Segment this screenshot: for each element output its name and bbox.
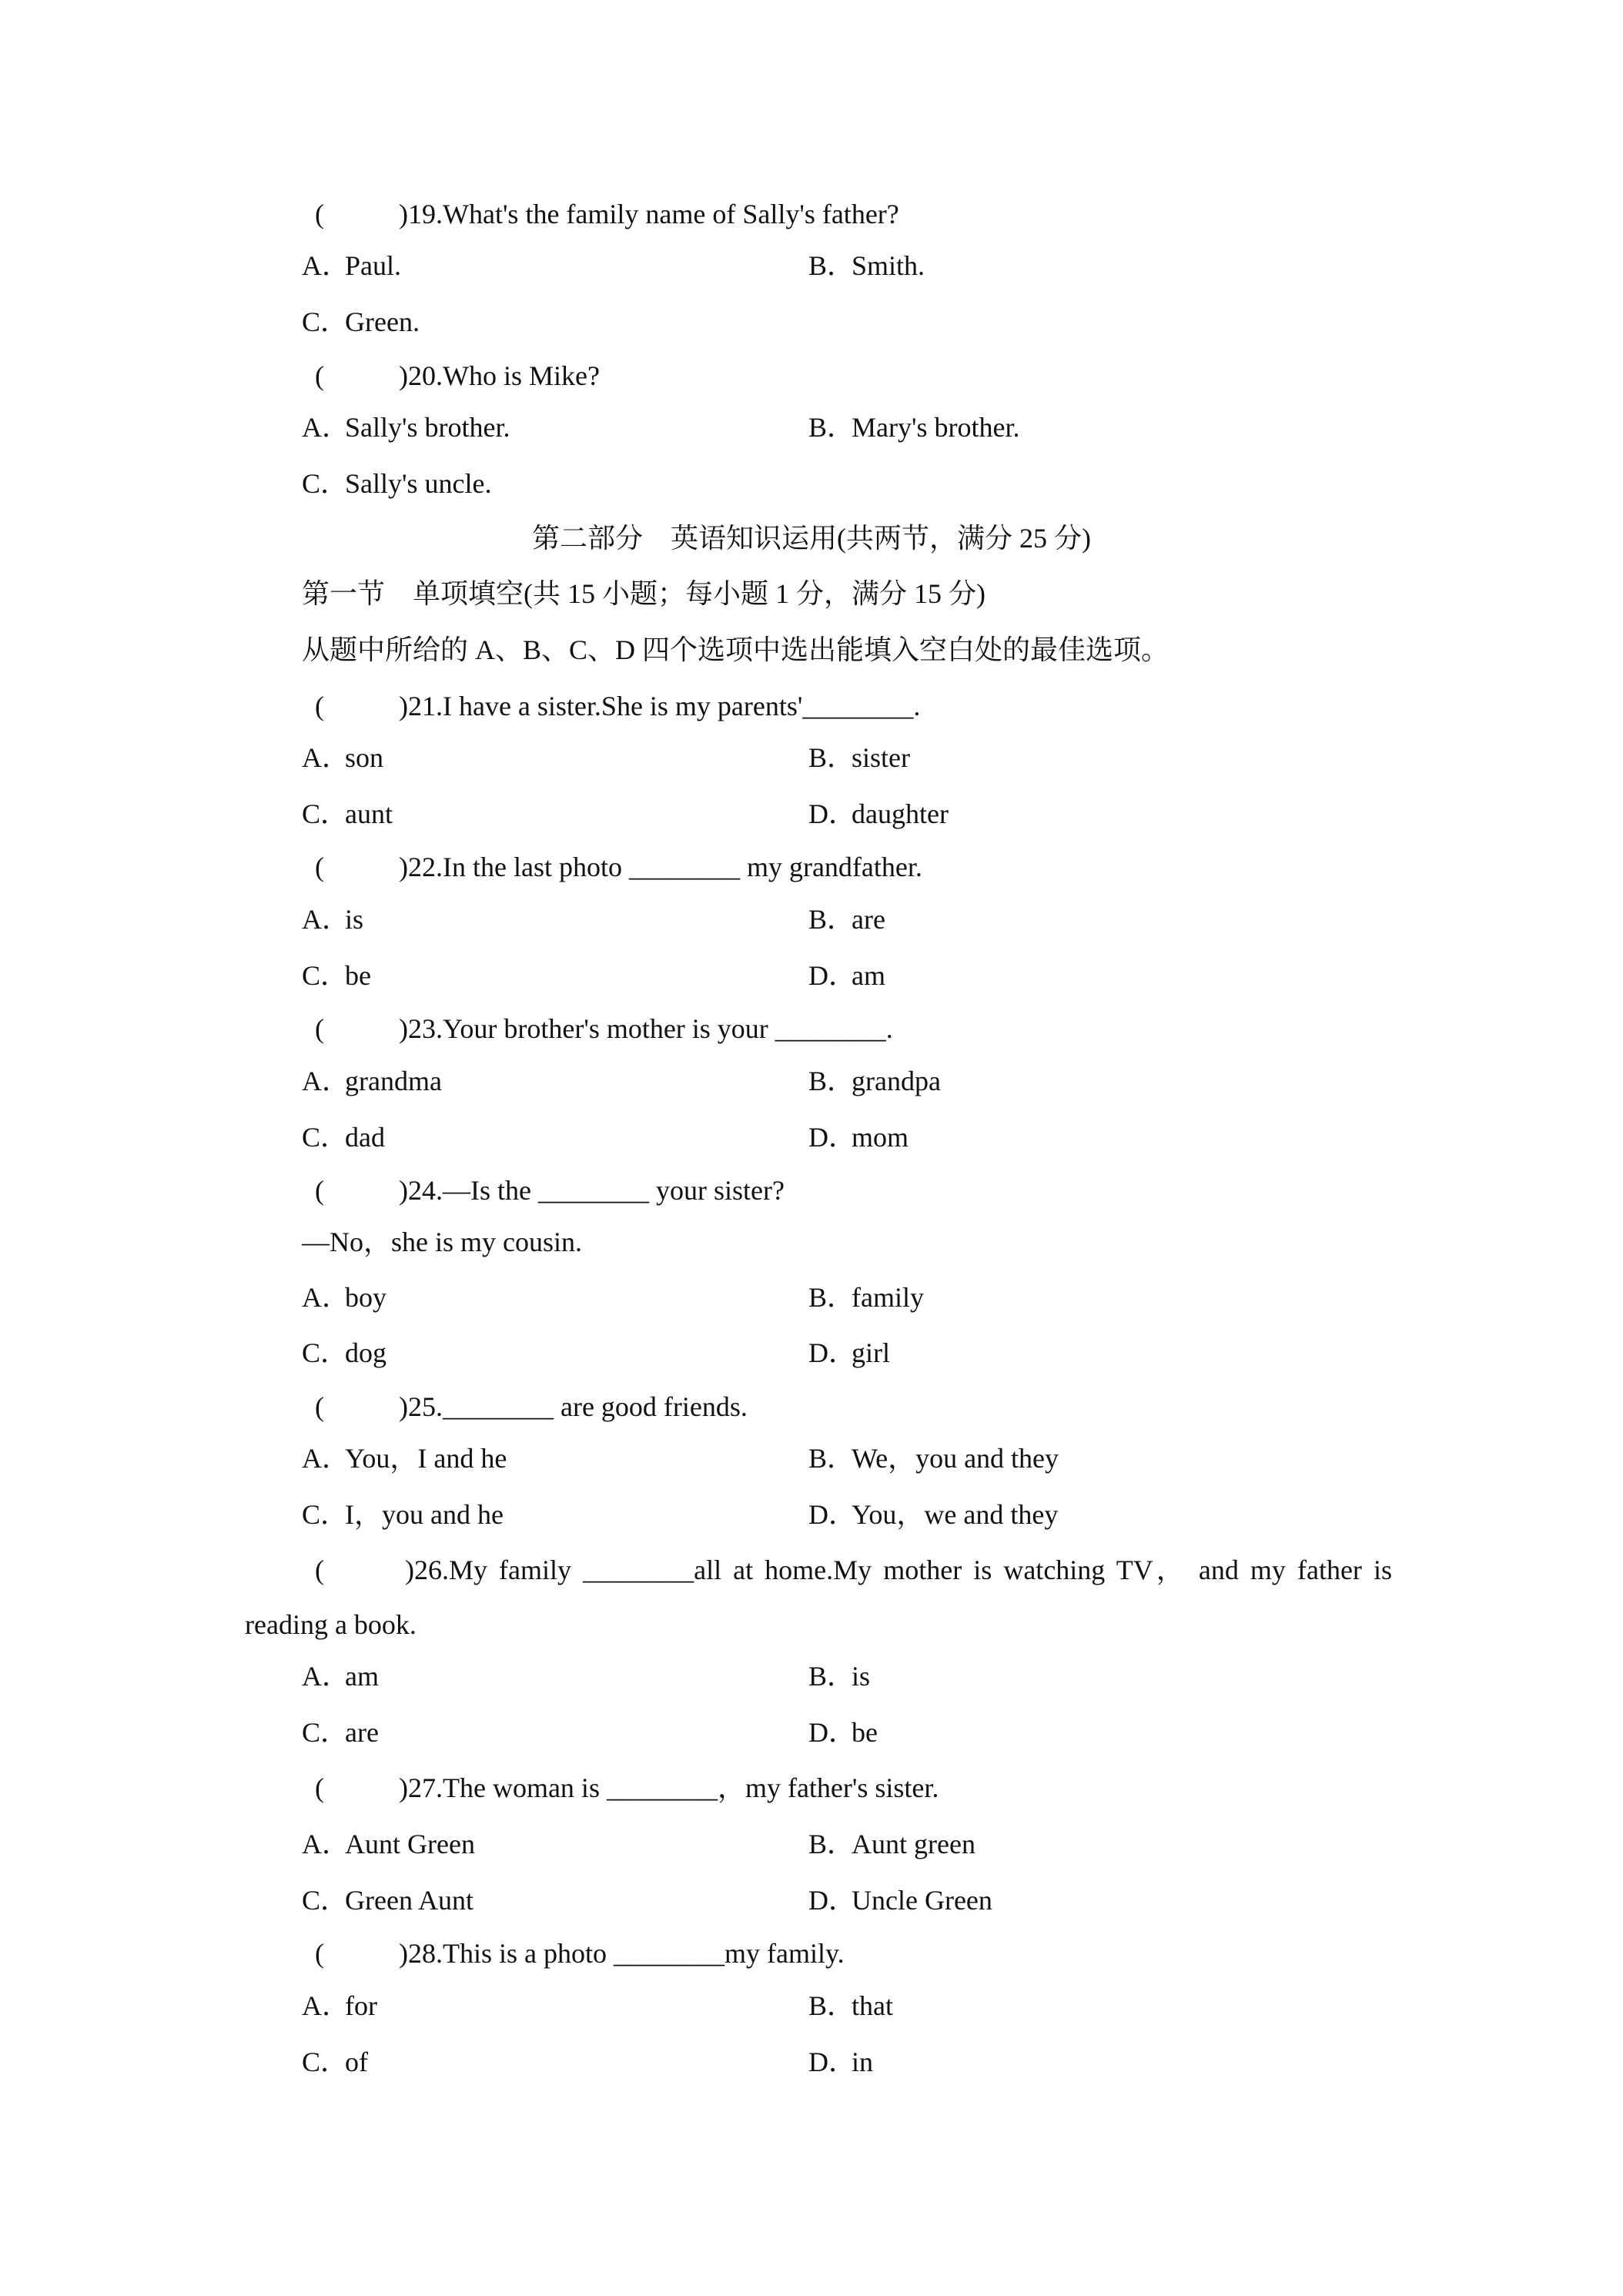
option-text: We，you and they [852,1443,1059,1474]
q23-option-a [302,1064,442,1098]
q20-option-b [808,410,1019,444]
option-text: Sally's uncle. [345,468,492,499]
option-letter: B． [808,1990,855,2021]
q26-option-c [302,1715,379,1749]
option-letter: B． [808,1066,855,1096]
q23-text: )23.Your brother's mother is your ________. [399,1013,893,1044]
q25-option-a [302,1441,507,1475]
option-text: sister [852,742,910,773]
option-letter: B． [808,412,855,443]
option-text: dog [345,1337,387,1368]
option-letter: B． [808,742,855,773]
q28-option-a [302,1989,377,2023]
q26-option-b [808,1659,870,1693]
option-text: Uncle Green [852,1885,992,1916]
option-letter: A． [302,1829,350,1859]
q24-option-b [808,1280,924,1314]
option-text: that [852,1990,893,2021]
q28-option-d [808,2045,873,2079]
q21-option-c [302,797,393,831]
option-text: Aunt Green [345,1829,475,1859]
q21-text: )21.I have a sister.She is my parents'________. [399,691,921,721]
q23-option-b [808,1064,941,1098]
option-letter: C． [302,798,349,829]
option-text: am [852,960,885,991]
q22-option-d [808,959,885,992]
option-letter: A． [302,412,350,443]
option-text: mom [852,1122,909,1153]
option-text: girl [852,1337,890,1368]
option-letter: C． [302,468,349,499]
q22-text: )22.In the last photo ________ my grandfather. [399,852,922,882]
option-letter: A． [302,1661,350,1692]
q19-option-c [302,305,420,339]
option-letter: B． [808,1829,855,1859]
q24-paren: ( [315,1175,324,1206]
option-letter: D． [808,960,856,991]
option-text: Sally's brother. [345,412,510,443]
q23-paren: ( [315,1013,324,1044]
option-letter: D． [808,1885,856,1916]
option-text: for [345,1990,377,2021]
q19-option-b [808,249,925,283]
option-letter: C． [302,306,349,337]
q27-option-c [302,1883,474,1917]
option-text: in [852,2047,874,2077]
q21-option-a [302,741,383,775]
q19-option-a [302,249,401,283]
option-letter: A． [302,250,350,281]
q25-option-b [808,1441,1059,1475]
q23-option-c [302,1120,385,1154]
q26-text: )26.My family ________all at home.My mother is watching TV， and my father is [405,1555,1392,1585]
q25-option-c [302,1498,504,1531]
option-letter: A． [302,1990,350,2021]
option-letter: C． [302,1122,349,1153]
option-text: of [345,2047,368,2077]
option-text: be [345,960,371,991]
q24-answer-line: —No，she is my cousin. [302,1227,582,1257]
option-letter: C． [302,1499,349,1530]
option-text: is [852,1661,871,1692]
option-letter: B． [808,250,855,281]
option-text: You，we and they [852,1499,1059,1530]
option-text: son [345,742,384,773]
option-text: be [852,1717,878,1748]
option-letter: B． [808,904,855,935]
option-text: Green Aunt [345,1885,474,1916]
option-letter: C． [302,1717,349,1748]
q20-option-a [302,410,510,444]
q23-option-d [808,1120,909,1154]
q24-option-a [302,1280,387,1314]
option-text: Aunt green [852,1829,975,1859]
option-letter: B． [808,1443,855,1474]
q27-option-b [808,1827,975,1861]
q24-text: )24.—Is the ________ your sister? [399,1175,785,1206]
q28-text: )28.This is a photo ________my family. [399,1938,845,1969]
option-letter: A． [302,742,350,773]
q25-option-d [808,1498,1058,1531]
option-text: are [852,904,885,935]
q20-text: )20.Who is Mike? [399,360,600,391]
option-text: dad [345,1122,385,1153]
option-letter: B． [808,1661,855,1692]
q28-option-b [808,1989,893,2023]
option-letter: B． [808,1282,855,1313]
option-letter: D． [808,1122,856,1153]
q19-paren: ( [315,199,324,229]
option-text: Smith. [852,250,925,281]
option-letter: A． [302,904,350,935]
q22-paren: ( [315,852,324,882]
q26-continuation: reading a book. [245,1609,417,1640]
option-text: Green. [345,306,420,337]
q27-option-a [302,1827,475,1861]
option-letter: D． [808,1337,856,1368]
q22-option-b [808,902,885,936]
q25-text: )25.________ are good friends. [399,1391,748,1422]
q21-option-d [808,797,949,831]
option-letter: D． [808,2047,856,2077]
option-letter: A． [302,1282,350,1313]
option-letter: C． [302,960,349,991]
q25-paren: ( [315,1391,324,1422]
q21-paren: ( [315,691,324,721]
option-text: I，you and he [345,1499,504,1530]
option-letter: C． [302,2047,349,2077]
option-text: are [345,1717,379,1748]
q28-paren: ( [315,1938,324,1969]
option-text: aunt [345,798,393,829]
section-title: 第一节 单项填空(共 15 小题；每小题 1 分，满分 15 分) [302,578,986,609]
option-text: grandma [345,1066,442,1096]
q27-text: )27.The woman is ________，my father's sister. [399,1772,939,1803]
option-letter: A． [302,1443,350,1474]
option-text: Mary's brother. [852,412,1020,443]
q28-option-c [302,2045,368,2079]
q24-option-d [808,1336,890,1370]
option-text: am [345,1661,379,1692]
q26-option-d [808,1715,878,1749]
option-letter: C． [302,1337,349,1368]
option-letter: C． [302,1885,349,1916]
option-text: family [852,1282,924,1313]
q22-option-c [302,959,371,992]
section-instruction: 从题中所给的 A、B、C、D 四个选项中选出能填入空白处的最佳选项。 [302,634,1170,665]
option-text: Paul. [345,250,402,281]
option-text: boy [345,1282,387,1313]
part-two-title: 第二部分 英语知识运用(共两节，满分 25 分) [532,523,1091,554]
q26-option-a [302,1659,379,1693]
q22-option-a [302,902,363,936]
q27-paren: ( [315,1772,324,1803]
option-letter: D． [808,1499,856,1530]
option-text: is [345,904,364,935]
q26-paren: ( [315,1555,324,1585]
option-letter: D． [808,798,856,829]
q24-option-c [302,1336,387,1370]
q20-option-c [302,467,491,500]
q19-text: )19.What's the family name of Sally's father? [399,199,899,229]
q21-option-b [808,741,910,775]
q20-paren: ( [315,360,324,391]
option-text: grandpa [852,1066,941,1096]
q27-option-d [808,1883,992,1917]
option-text: You，I and he [345,1443,507,1474]
option-letter: A． [302,1066,350,1096]
option-text: daughter [852,798,949,829]
option-letter: D． [808,1717,856,1748]
